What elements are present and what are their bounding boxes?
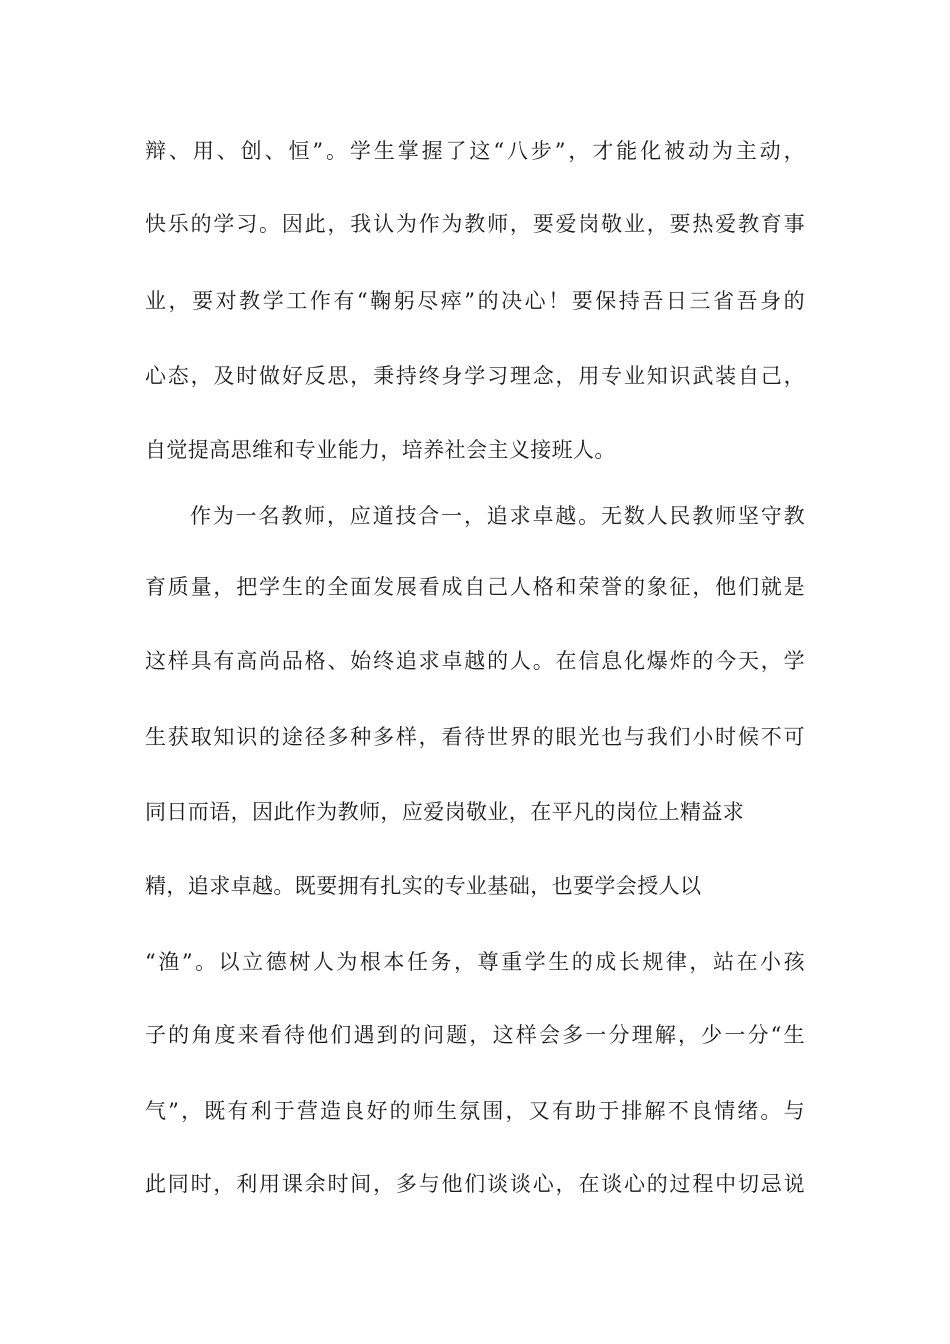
text-line: 自觉提高思维和专业能力，培养社会主义接班人。 <box>145 438 616 462</box>
text-line: 此同时，利用课余时间，多与他们谈谈心，在谈心的过程中切忌说 <box>145 1172 805 1196</box>
text-line: 育质量，把学生的全面发展看成自己人格和荣誉的象征，他们就是 <box>145 575 805 599</box>
text-line: 同日而语，因此作为教师，应爱岗敬业，在平凡的岗位上精益求 <box>145 800 745 824</box>
text-line: 心态，及时做好反思，秉持终身学习理念，用专业知识武装自己， <box>145 364 805 388</box>
text-line: 精，追求卓越。既要拥有扎实的专业基础，也要学会授人以 <box>145 874 702 898</box>
text-line: 气”，既有利于营造良好的师生氛围，又有助于排解不良情绪。与 <box>145 1099 805 1123</box>
text-line: 辩、用、创、恒”。学生掌握了这“八步”，才能化被动为主动， <box>145 139 805 163</box>
text-line: “渔”。以立德树人为根本任务，尊重学生的成长规律，站在小孩 <box>145 950 805 974</box>
text-line: 业，要对教学工作有“鞠躬尽瘁”的决心！要保持吾日三省吾身的 <box>145 289 805 313</box>
text-line: 生获取知识的途径多种多样，看待世界的眼光也与我们小时候不可 <box>145 725 805 749</box>
paragraph-first-line: 作为一名教师，应道技合一，追求卓越。无数人民教师坚守教 <box>190 504 805 528</box>
text-line: 这样具有高尚品格、始终追求卓越的人。在信息化爆炸的今天，学 <box>145 649 805 673</box>
text-line: 快乐的学习。因此，我认为作为教师，要爱岗敬业，要热爱教育事 <box>145 212 805 236</box>
text-line: 子的角度来看待他们遇到的问题，这样会多一分理解，少一分“生 <box>145 1023 805 1047</box>
